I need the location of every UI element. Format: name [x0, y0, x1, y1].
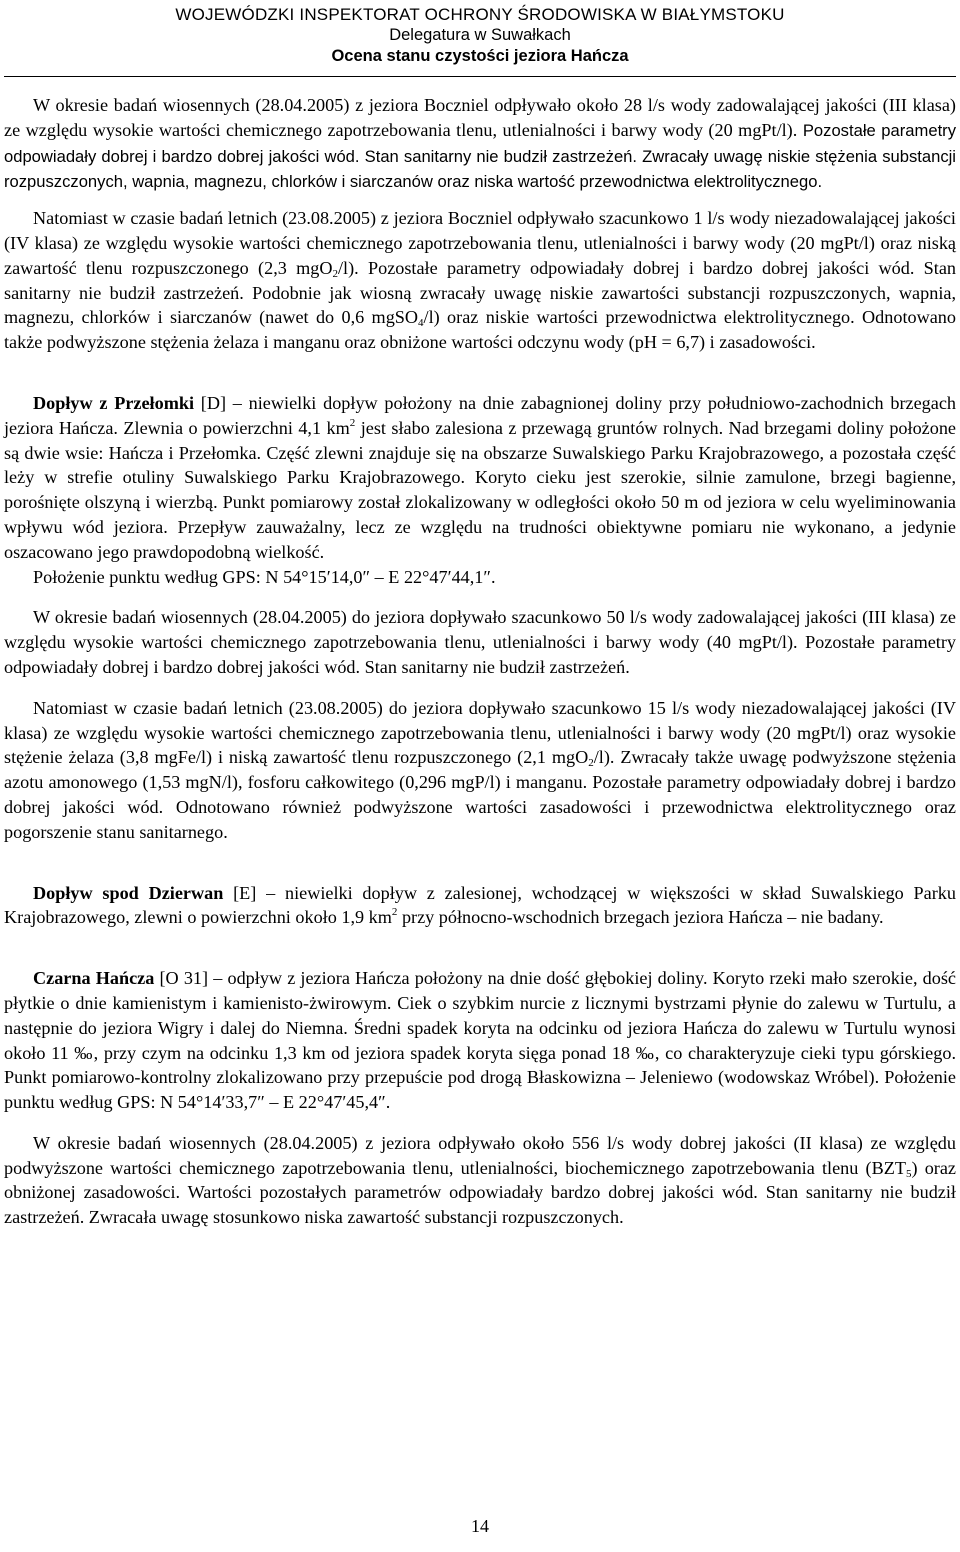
- paragraph-czarna-hancza-spring: W okresie badań wiosennych (28.04.2005) z jeziora odpływało około 556 l/s wody dobrej jakości (II klasa) ze względu podwyższone wartości chemicznego zapotrzebowania tlenu, utlenialności, biochemicznego zapotrzebowania tlenu $(BZT_5)$ oraz obniżonej zasadowości. Wartości pozostałych parametrów odpowiadały bardzo dobrej jakości wód. Stan sanitarny nie budził zastrzeżeń. Zwracała uwagę stosunkowo niska zawartość substancji rozpuszczonych.: [4, 1132, 956, 1228]
- header-divider: [4, 76, 956, 77]
- document-header: [0, 4, 960, 67]
- section-heading: Dopływ spod Dzierwan: [33, 882, 224, 903]
- document-body: [4, 93, 956, 1230]
- paragraph-boczniel-spring: W okresie badań wiosennych (28.04.2005) z jeziora Boczniel odpływało około 28 l/s wody zadowalającej jakości (III klasa) ze względu wysokie wartości chemicznego zapotrzebowania tlenu, utlenialności i barwy wody (20 mgPt/l). Pozostałe parametry odpowiadały dobrej i bardzo dobrej jakości wód. Stan sanitarny nie budził zastrzeżeń. Zwracały uwagę niskie stężenia substancji rozpuszczonych, wapnia, magnezu, chlorków i siarczanów oraz niska wartość przewodnictwa elektrolitycznego.: [4, 95, 956, 192]
- paragraph-czarna-hancza: Czarna Hańcza [O 31] – odpływ z jeziora Hańcza położony na dnie dość głębokiej doliny. Koryto rzeki mało szerokie, dość płytkie o dnie kamienistym i kamienisto-żwirowym. Ciek o szybkim nurcie z licznymi bystrzami płynie do zalewu w Turtulu, a następnie do jeziora Wigry i dalej do Niemna. Średni spadek koryta na odcinku od jeziora Hańcza do zalewu w Turtulu wynosi około 11 ‰, przy czym na odcinku 1,3 km od jeziora spadek koryta sięga ponad 18 ‰, co charakteryzuje cieki typu górskiego. Punkt pomiarowo-kontrolny zlokalizowano przy przepuście pod drogą Błaskowizna – Jeleniewo (wodowskaz Wróbel). Położenie punktu według GPS: N 54°14′33,7″ – E 22°47′45,4″.: [4, 968, 957, 1113]
- section-heading: Czarna Hańcza: [33, 968, 155, 989]
- paragraph-gps-przelomka: Położenie punktu według GPS: N 54°15′14,0″ – E 22°47′44,1″.: [33, 566, 496, 587]
- paragraph-dzierwan: Dopływ spod Dzierwan [E] – niewielki dopływ z zalesionej, wchodzącej w większości w skład Suwalskiego Parku Krajobrazowego, zlewni o powierzchni około 1,9 $km^2$ przy północno-wschodnich brzegach jeziora Hańcza – nie badany.: [4, 882, 956, 928]
- paragraph-przelomka-summer: Natomiast w czasie badań letnich (23.08.2005) do jeziora dopływało szacunkowo 15 l/s wody niezadowalającej jakości (IV klasa) ze względu wysokie wartości chemicznego zapotrzebowania tlenu, utlenialności i barwy wody (20 mgPt/l) oraz wysokie stężenie żelaza (3,8 mgFe/l) i niską zawartość tlenu rozpuszczonego (2,1 mgO$_2$/l). Zwracały także uwagę podwyższone stężenia azotu amonowego (1,53 mgN/l), fosforu całkowitego (0,296 mgP/l) i manganu. Pozostałe parametry odpowiadały dobrej i bardzo dobrej jakości wód. Odnotowano również podwyższone wartości zasadowości i przewodnictwa elektrolitycznego oraz pogorszenie stanu sanitarnego.: [4, 697, 957, 842]
- document-title: Ocena stanu czystości jeziora Hańcza: [331, 47, 629, 65]
- paragraph-przelomka-spring: W okresie badań wiosennych (28.04.2005) do jeziora dopływało szacunkowo 50 l/s wody zadowalającej jakości (III klasa) ze względu wysokie wartości chemicznego zapotrzebowania tlenu, utlenialności i barwy wody (40 mgPt/l). Pozostałe parametry odpowiadały dobrej i bardzo dobrej jakości wód. Stan sanitarny nie budził zastrzeżeń.: [4, 607, 956, 677]
- institution-name: WOJEWÓDZKI INSPEKTORAT OCHRONY ŚRODOWISKA W BIAŁYMSTOKU: [175, 5, 785, 24]
- paragraph-boczniel-summer: Natomiast w czasie badań letnich (23.08.2005) z jeziora Boczniel odpływało szacunkowo 1 l/s wody niezadowalającej jakości (IV klasa) ze względu wysokie wartości chemicznego zapotrzebowania tlenu, utlenialności i barwy wody (20 mgPt/l) oraz niską zawartość tlenu rozpuszczonego (2,3 mgO$_2$/l). Pozostałe parametry odpowiadały dobrej i bardzo dobrej jakości wód. Stan sanitarny nie budził zastrzeżeń. Podobnie jak wiosną zwracały uwagę niskie zawartości substancji rozpuszczonych, wapnia, magnezu, chlorków i siarczanów (nawet do 0,6 mgSO$_4$/l) oraz niskie wartości przewodnictwa elektrolitycznego. Odnotowano także podwyższone stężenia żelaza i manganu oraz obniżone wartości odczynu wody (pH = 6,7) i zasadowości.: [4, 208, 956, 353]
- branch-name: Delegatura w Suwałkach: [389, 26, 571, 44]
- paragraph-przelomka: Dopływ z Przełomki [D] – niewielki dopływ położony na dnie zabagnionej doliny przy południowo-zachodnich brzegach jeziora Hańcza. Zlewnia o powierzchni 4,1 $km^2$ jest słabo zalesiona z przewagą gruntów rolnych. Nad brzegami doliny położone są dwie wsie: Hańcza i Przełomka. Część zlewni znajduje się na obszarze Suwalskiego Parku Krajobrazowego, a pozostała część leży w strefie otuliny Suwalskiego Parku Krajobrazowego. Koryto cieku jest szerokie, silnie zamulone, brzegi bagienne, porośnięte olszyną i wierzbą. Punkt pomiarowy został zlokalizowany w odległości około 50 m od jeziora w celu wyeliminowania wpływu wód jeziora. Przepływ zauważalny, lecz ze względu na trudności obiektywne pomiaru nie wykonano, a jedynie oszacowano jego prawdopodobną wielkość.: [4, 392, 956, 562]
- section-heading: Dopływ z Przełomki: [33, 392, 195, 413]
- page-number: 14: [471, 1516, 489, 1536]
